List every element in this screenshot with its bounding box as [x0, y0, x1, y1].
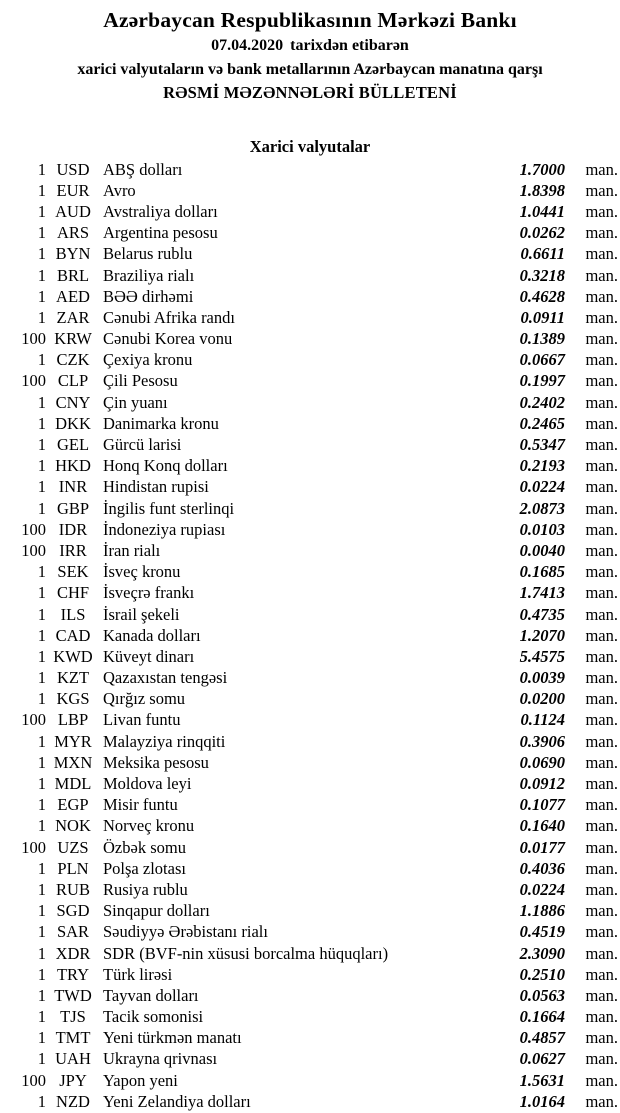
currency-code: CLP [57, 371, 89, 391]
currency-rate: 0.4519 [519, 922, 565, 942]
currency-code: NOK [55, 816, 91, 836]
currency-quantity: 1 [37, 625, 46, 645]
currency-code: USD [56, 159, 90, 179]
currency-name: Cənubi Afrika randı [103, 307, 235, 327]
table-row [0, 1049, 620, 1070]
table-row [0, 858, 620, 879]
currency-rate: 2.0873 [519, 498, 565, 518]
table-row [0, 371, 620, 392]
currency-code: LBP [57, 710, 89, 730]
currency-name: Cənubi Korea vonu [103, 329, 233, 349]
currency-name: İsrail şekeli [103, 604, 180, 624]
currency-quantity: 1 [37, 392, 46, 412]
currency-quantity: 1 [37, 943, 46, 963]
currency-quantity: 1 [37, 286, 46, 306]
currency-code: MXN [53, 752, 93, 772]
table-row [0, 1070, 620, 1091]
table-row [0, 668, 620, 689]
currency-unit: man. [585, 1091, 618, 1111]
currency-unit: man. [585, 752, 618, 772]
currency-code: BYN [55, 244, 91, 264]
currency-code: IRR [59, 540, 87, 560]
table-row [0, 922, 620, 943]
table-row [0, 773, 620, 794]
currency-code: RUB [56, 879, 90, 899]
currency-code: IDR [58, 519, 88, 539]
table-row [0, 329, 620, 350]
effective-date: 07.04.2020 [211, 37, 284, 54]
currency-rate: 0.4628 [519, 286, 565, 306]
currency-name: Qırğız somu [103, 689, 186, 709]
currency-unit: man. [585, 562, 618, 582]
currency-name: ABŞ dolları [103, 159, 183, 179]
currency-unit: man. [585, 201, 618, 221]
currency-unit: man. [585, 519, 618, 539]
currency-unit: man. [585, 668, 618, 688]
currency-code: TJS [60, 1007, 86, 1027]
currency-rate: 0.4036 [519, 858, 565, 878]
currency-unit: man. [585, 858, 618, 878]
currency-code: CZK [56, 350, 90, 370]
currency-name: İsveç kronu [103, 562, 181, 582]
currency-code: TMT [55, 1028, 91, 1048]
currency-rate: 0.2402 [519, 392, 565, 412]
currency-quantity: 100 [21, 329, 46, 349]
currency-code: HKD [55, 456, 91, 476]
currency-unit: man. [585, 223, 618, 243]
currency-name: Yapon yeni [103, 1070, 178, 1090]
currency-unit: man. [585, 371, 618, 391]
currency-name: Tacik somonisi [103, 1007, 204, 1027]
currency-unit: man. [585, 646, 618, 666]
currency-name: İsveçrə frankı [103, 583, 195, 603]
currency-unit: man. [585, 413, 618, 433]
table-row [0, 943, 620, 964]
currency-unit: man. [585, 604, 618, 624]
currency-unit: man. [585, 159, 618, 179]
currency-quantity: 1 [37, 1028, 46, 1048]
table-row [0, 456, 620, 477]
currency-code: BRL [56, 265, 90, 285]
currency-code: EGP [57, 795, 89, 815]
currency-name: Danimarka kronu [103, 413, 219, 433]
currency-code: AUD [55, 201, 91, 221]
table-row [0, 710, 620, 731]
currency-rate: 0.2465 [519, 413, 565, 433]
currency-rate: 1.0441 [519, 201, 565, 221]
currency-code: GEL [56, 435, 90, 455]
currency-code: KZT [56, 668, 90, 688]
currency-code: MDL [54, 774, 92, 794]
currency-name: Argentina pesosu [103, 223, 218, 243]
currency-unit: man. [585, 265, 618, 285]
currency-code: DKK [55, 413, 91, 433]
currency-unit: man. [585, 922, 618, 942]
table-row [0, 752, 620, 773]
currency-unit: man. [585, 816, 618, 836]
currency-name: Yeni Zelandiya dolları [103, 1091, 251, 1111]
currency-code: UZS [57, 837, 89, 857]
currency-quantity: 1 [37, 604, 46, 624]
currency-unit: man. [585, 350, 618, 370]
currency-name: Rusiya rublu [103, 879, 188, 899]
currency-unit: man. [585, 625, 618, 645]
currency-unit: man. [585, 943, 618, 963]
currency-rate: 0.0224 [519, 879, 565, 899]
currency-rate: 1.2070 [519, 625, 565, 645]
currency-name: Sinqapur dolları [103, 901, 210, 921]
table-row [0, 1007, 620, 1028]
table-row [0, 286, 620, 307]
currency-rate: 1.0164 [519, 1091, 565, 1111]
currency-name: Tayvan dolları [103, 985, 199, 1005]
currency-rate: 0.1389 [519, 329, 565, 349]
currency-rate: 0.0911 [520, 307, 565, 327]
currency-rate: 0.1640 [519, 816, 565, 836]
currency-name: Çin yuanı [103, 392, 168, 412]
table-row [0, 201, 620, 222]
currency-code: SEK [57, 562, 89, 582]
currency-name: Çexiya kronu [103, 350, 193, 370]
currency-code: SGD [56, 901, 90, 921]
currency-unit: man. [585, 392, 618, 412]
currency-rate: 0.1077 [519, 795, 565, 815]
currency-quantity: 1 [37, 964, 46, 984]
currency-quantity: 1 [37, 731, 46, 751]
currency-unit: man. [585, 964, 618, 984]
table-row [0, 477, 620, 498]
currency-quantity: 1 [37, 435, 46, 455]
currency-quantity: 1 [37, 498, 46, 518]
table-row [0, 1028, 620, 1049]
currency-unit: man. [585, 540, 618, 560]
currency-rate: 1.7000 [519, 159, 565, 179]
table-row [0, 901, 620, 922]
table-row [0, 837, 620, 858]
table-row [0, 265, 620, 286]
currency-quantity: 1 [37, 265, 46, 285]
currency-name: Belarus rublu [103, 244, 193, 264]
currency-code: EUR [56, 180, 90, 200]
table-row [0, 434, 620, 455]
currency-unit: man. [585, 286, 618, 306]
table-row [0, 604, 620, 625]
table-row [0, 180, 620, 201]
currency-code: TWD [54, 985, 92, 1005]
currency-rate: 0.5347 [519, 435, 565, 455]
currency-unit: man. [585, 583, 618, 603]
currency-rate: 0.0563 [519, 985, 565, 1005]
currency-code: GBP [56, 498, 90, 518]
table-row [0, 689, 620, 710]
table-row [0, 159, 620, 180]
currency-quantity: 1 [37, 752, 46, 772]
currency-quantity: 1 [37, 223, 46, 243]
currency-rate: 0.0627 [519, 1049, 565, 1069]
currency-quantity: 1 [37, 1091, 46, 1111]
currency-name: Honq Konq dolları [103, 456, 228, 476]
currency-code: INR [58, 477, 88, 497]
currency-quantity: 1 [37, 477, 46, 497]
currency-name: Moldova leyi [103, 774, 192, 794]
currency-name: Hindistan rupisi [103, 477, 209, 497]
currency-quantity: 1 [37, 922, 46, 942]
currency-name: Meksika pesosu [103, 752, 209, 772]
currency-quantity: 1 [37, 201, 46, 221]
currency-name: SDR (BVF-nin xüsusi borcalma hüquqları) [103, 943, 389, 963]
currency-rate: 1.5631 [519, 1070, 565, 1090]
currency-code: UAH [55, 1049, 91, 1069]
currency-name: Misir funtu [103, 795, 178, 815]
currency-quantity: 100 [21, 519, 46, 539]
currency-rate: 0.4735 [519, 604, 565, 624]
table-row [0, 540, 620, 561]
bulletin-title: RƏSMİ MƏZƏNNƏLƏRİ BÜLLETENİ [163, 83, 457, 102]
currency-name: İran rialı [103, 540, 161, 560]
currency-name: Avstraliya dolları [103, 201, 218, 221]
currency-rate: 0.4857 [519, 1028, 565, 1048]
currency-unit: man. [585, 879, 618, 899]
table-row [0, 519, 620, 540]
currency-quantity: 1 [37, 795, 46, 815]
currency-rate: 0.0200 [519, 689, 565, 709]
currency-name: Özbək somu [103, 837, 186, 857]
currency-code: SAR [56, 922, 90, 942]
currency-name: Braziliya rialı [103, 265, 195, 285]
currency-quantity: 1 [37, 668, 46, 688]
currency-quantity: 100 [21, 710, 46, 730]
currency-code: ZAR [56, 307, 90, 327]
currency-name: BƏƏ dirhəmi [103, 286, 194, 306]
table-row [0, 816, 620, 837]
table-row [0, 413, 620, 434]
section-title: Xarici valyutalar [249, 137, 371, 156]
currency-name: Norveç kronu [103, 816, 195, 836]
currency-quantity: 1 [37, 307, 46, 327]
currency-code: XDR [55, 943, 91, 963]
bulletin-subtitle: xarici valyutaların və bank metallarının Azərbaycan manatına qarşı [77, 61, 543, 78]
table-row [0, 498, 620, 519]
currency-unit: man. [585, 689, 618, 709]
currency-unit: man. [585, 477, 618, 497]
currency-quantity: 1 [37, 456, 46, 476]
currency-unit: man. [585, 456, 618, 476]
currency-rate: 0.1664 [519, 1007, 565, 1027]
currency-name: Qazaxıstan tengəsi [103, 668, 228, 688]
currency-quantity: 100 [21, 371, 46, 391]
currency-name: Çili Pesosu [103, 371, 178, 391]
currency-quantity: 1 [37, 879, 46, 899]
currency-quantity: 100 [21, 837, 46, 857]
currency-code: JPY [59, 1070, 87, 1090]
currency-quantity: 1 [37, 350, 46, 370]
currency-rate: 0.0262 [519, 223, 565, 243]
currency-unit: man. [585, 1028, 618, 1048]
currency-unit: man. [585, 985, 618, 1005]
currency-rate: 0.0039 [519, 668, 565, 688]
currency-rate: 0.0667 [519, 350, 565, 370]
currency-rate: 1.7413 [519, 583, 565, 603]
currency-rate: 1.8398 [519, 180, 565, 200]
currency-quantity: 1 [37, 1007, 46, 1027]
currency-unit: man. [585, 1007, 618, 1027]
currency-code: CAD [55, 625, 91, 645]
currency-name: Səudiyyə Ərəbistanı rialı [103, 922, 268, 942]
currency-rate: 0.0040 [519, 540, 565, 560]
currency-unit: man. [585, 1070, 618, 1090]
currency-rate: 0.0912 [519, 774, 565, 794]
currency-unit: man. [585, 307, 618, 327]
currency-name: Livan funtu [103, 710, 181, 730]
currency-quantity: 1 [37, 689, 46, 709]
currency-rate: 0.1685 [519, 562, 565, 582]
currency-code: KWD [53, 646, 93, 666]
currency-rate: 0.0690 [519, 752, 565, 772]
bulletin-header [0, 0, 620, 103]
currency-rate: 0.0224 [519, 477, 565, 497]
currency-rate: 0.0103 [519, 519, 565, 539]
currency-name: Ukrayna qrivnası [103, 1049, 218, 1069]
table-row [0, 562, 620, 583]
currency-name: Kanada dolları [103, 625, 201, 645]
effective-date-suffix: tarixdən etibarən [290, 37, 409, 54]
currency-rate: 0.6611 [520, 244, 565, 264]
currency-code: KGS [56, 689, 90, 709]
currency-code: ARS [56, 223, 90, 243]
bank-name: Azərbaycan Respublikasının Mərkəzi Bankı [103, 8, 517, 32]
currency-code: PLN [57, 858, 89, 878]
currency-quantity: 1 [37, 1049, 46, 1069]
currency-quantity: 100 [21, 540, 46, 560]
currency-unit: man. [585, 1049, 618, 1069]
table-row [0, 350, 620, 371]
currency-name: Avro [103, 180, 136, 200]
currency-unit: man. [585, 901, 618, 921]
currency-code: MYR [54, 731, 92, 751]
currency-quantity: 1 [37, 583, 46, 603]
currency-unit: man. [585, 774, 618, 794]
currency-quantity: 1 [37, 159, 46, 179]
currency-rate: 0.2510 [519, 964, 565, 984]
currency-quantity: 1 [37, 562, 46, 582]
currency-rate: 0.0177 [519, 837, 565, 857]
currency-rate: 5.4575 [519, 646, 565, 666]
currency-quantity: 1 [37, 244, 46, 264]
currency-rate: 0.2193 [519, 456, 565, 476]
currency-name: Küveyt dinarı [103, 646, 195, 666]
currency-name: Polşa zlotası [103, 858, 186, 878]
currency-code: CHF [56, 583, 90, 603]
table-row [0, 244, 620, 265]
currency-name: İndoneziya rupiası [103, 519, 226, 539]
table-row [0, 985, 620, 1006]
currency-rate: 0.1124 [520, 710, 565, 730]
currency-unit: man. [585, 837, 618, 857]
table-row [0, 1091, 620, 1112]
currency-quantity: 1 [37, 774, 46, 794]
currency-name: Malayziya rinqqiti [103, 731, 226, 751]
currency-name: Türk lirəsi [103, 964, 173, 984]
currency-name: Yeni türkmən manatı [103, 1028, 242, 1048]
currency-rate: 1.1886 [519, 901, 565, 921]
currency-code: ILS [60, 604, 86, 624]
table-row [0, 583, 620, 604]
table-row [0, 964, 620, 985]
table-row [0, 646, 620, 667]
currency-unit: man. [585, 244, 618, 264]
currency-name: Gürcü larisi [103, 435, 182, 455]
currency-rate: 2.3090 [519, 943, 565, 963]
table-row [0, 731, 620, 752]
table-row [0, 307, 620, 328]
currency-quantity: 100 [21, 1070, 46, 1090]
currency-unit: man. [585, 329, 618, 349]
table-row [0, 223, 620, 244]
currency-unit: man. [585, 180, 618, 200]
currency-unit: man. [585, 795, 618, 815]
currency-quantity: 1 [37, 901, 46, 921]
currency-unit: man. [585, 710, 618, 730]
table-row [0, 879, 620, 900]
currency-quantity: 1 [37, 646, 46, 666]
currency-quantity: 1 [37, 985, 46, 1005]
currency-code: KRW [54, 329, 92, 349]
currency-quantity: 1 [37, 180, 46, 200]
currency-code: AED [56, 286, 90, 306]
currency-code: TRY [56, 964, 90, 984]
rates-table [0, 159, 620, 1112]
currency-unit: man. [585, 498, 618, 518]
table-row [0, 795, 620, 816]
currency-code: NZD [56, 1091, 90, 1111]
currency-name: İngilis funt sterlinqi [103, 498, 235, 518]
currency-quantity: 1 [37, 858, 46, 878]
table-row [0, 392, 620, 413]
effective-date-line [0, 36, 620, 56]
currency-unit: man. [585, 435, 618, 455]
currency-quantity: 1 [37, 816, 46, 836]
currency-code: CNY [55, 392, 91, 412]
table-row [0, 625, 620, 646]
currency-rate: 0.3906 [519, 731, 565, 751]
currency-rate: 0.3218 [519, 265, 565, 285]
currency-unit: man. [585, 731, 618, 751]
currency-quantity: 1 [37, 413, 46, 433]
currency-rate: 0.1997 [519, 371, 565, 391]
